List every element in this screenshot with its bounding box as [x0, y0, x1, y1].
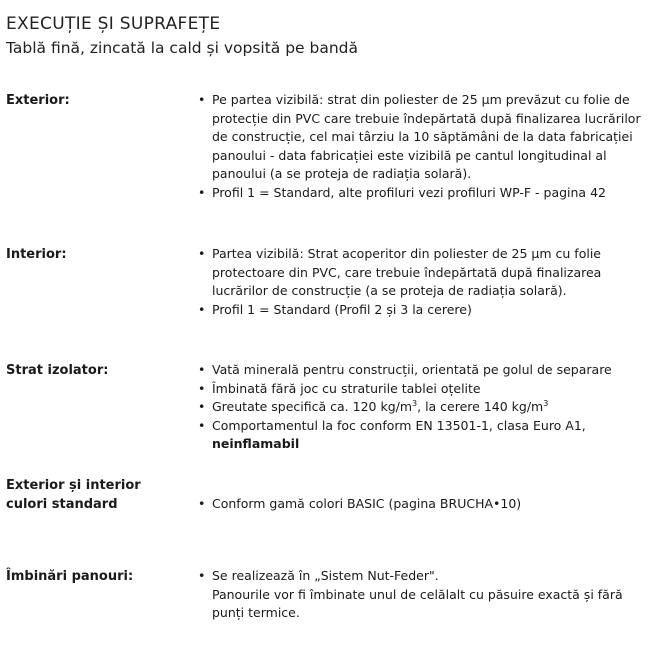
insulation-item-1: • Vată minerală pentru construcții, orientată pe golul de separare: [198, 361, 643, 380]
insulation-item-4-text: Comportamentul la foc conform EN 13501-1, clasa Euro A1,: [212, 417, 586, 433]
exterior-list: [198, 91, 643, 203]
insulation-label: Strat izolator:: [6, 363, 109, 378]
insulation-item-3-sup-1: 3: [412, 399, 418, 409]
interior-list: [198, 245, 643, 319]
page-subtitle: Tablă fină, zincată la cald și vopsită pe bandă: [6, 39, 359, 57]
colors-list: [198, 495, 643, 514]
insulation-item-3-text-b: , la cerere 140 kg/m: [417, 399, 544, 415]
insulation-item-3-sup-2: 3: [543, 399, 549, 409]
exterior-item-2: • Profil 1 = Standard, alte profiluri vezi profiluri WP-F - pagina 42: [198, 184, 643, 203]
colors-label: [6, 476, 141, 514]
joints-item-line-1: Se realizează în „Sistem Nut-Feder".: [212, 568, 439, 583]
insulation-item-2: • Îmbinată fără joc cu straturile tablei oțelite: [198, 380, 643, 399]
joints-item: [198, 567, 643, 623]
interior-item-1: • Partea vizibilă: Strat acoperitor din poliester de 25 µm cu folie protectoare din PVC, care trebuie îndepărtată după finalizarea lucrărilor de construcție (a se proteja de radiația solară).: [198, 245, 643, 301]
insulation-item-4: [198, 417, 643, 454]
insulation-item-3: [198, 398, 643, 417]
insulation-list: [198, 361, 643, 454]
joints-item-line-2: Panourile vor fi îmbinate unul de celălalt cu păsuire exactă și fără punți termice.: [212, 586, 623, 621]
joints-label: Îmbinări panouri:: [6, 569, 134, 584]
exterior-label: Exterior:: [6, 93, 70, 108]
page-title: EXECUȚIE ȘI SUPRAFEȚE: [6, 14, 221, 34]
interior-label: Interior:: [6, 247, 67, 262]
colors-label-line-1: Exterior și interior: [6, 478, 141, 493]
colors-item: • Conform gamă colori BASIC (pagina BRUCHA•10): [198, 495, 643, 514]
exterior-item-1: • Pe partea vizibilă: strat din poliester de 25 µm prevăzut cu folie de protecție din PVC care trebuie îndepărtată după finalizarea lucrărilor de construcție, cel mai târziu la 10 săptămâni de la data fabricației panoului - data fabricației este vizibilă pe cantul longitudinal al panoului (a se proteja de radiația solară).: [198, 91, 643, 184]
insulation-item-4-bold: neinflamabil: [212, 436, 300, 452]
insulation-item-3-text-a: Greutate specifică ca. 120 kg/m: [212, 399, 413, 415]
joints-list: [198, 567, 643, 623]
colors-label-line-2: culori standard: [6, 497, 118, 512]
interior-item-2: • Profil 1 = Standard (Profil 2 și 3 la cerere): [198, 301, 643, 320]
